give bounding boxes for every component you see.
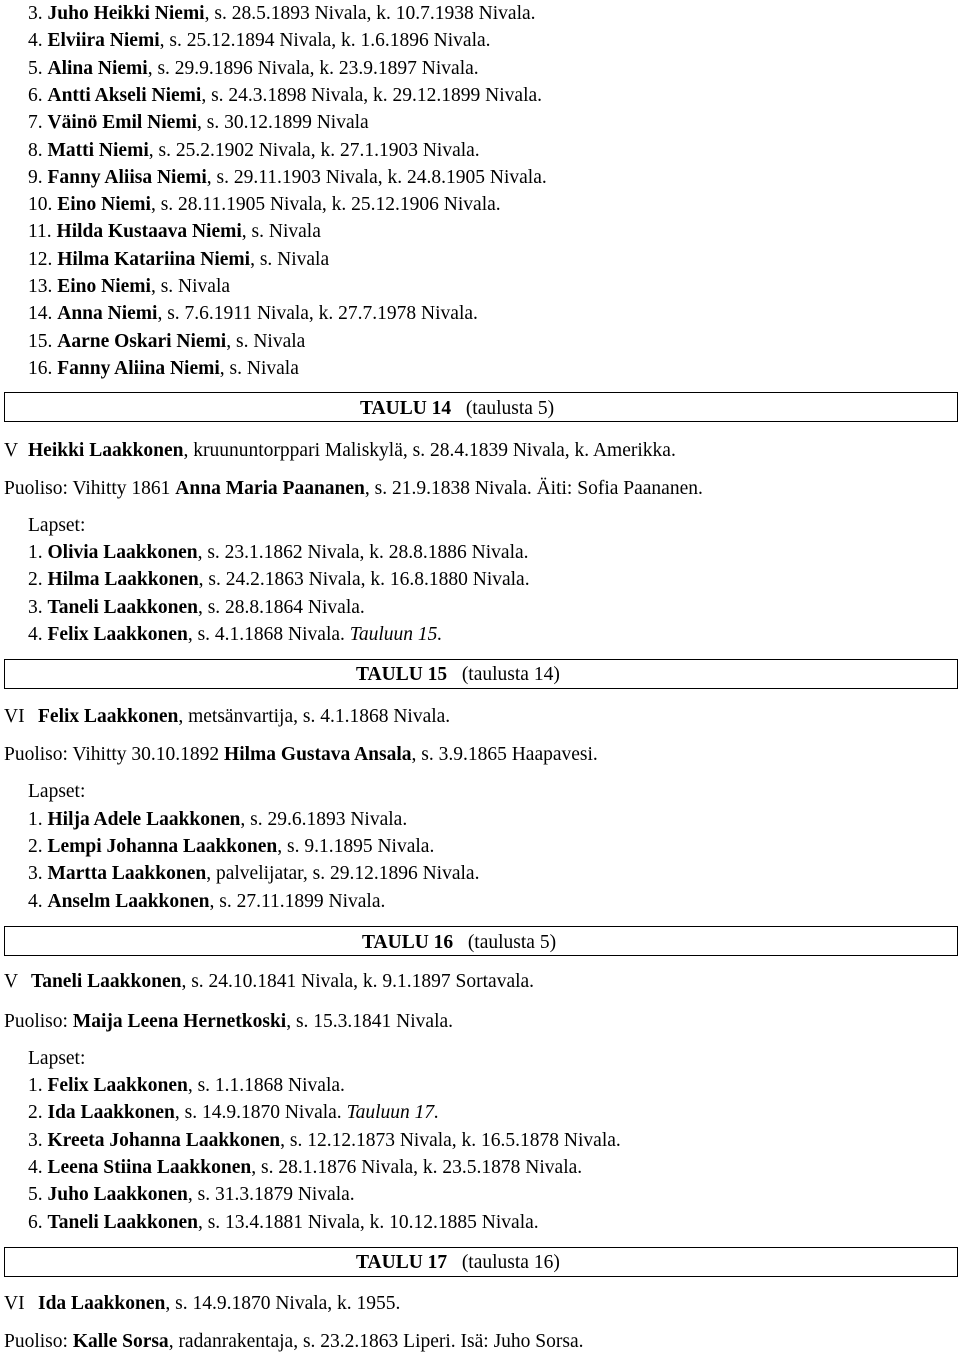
taulu-15-spouse: Puoliso: Vihitty 30.10.1892 Hilma Gustava Ansala, s. 3.9.1865 Haapavesi. (4, 744, 598, 765)
list-item: 3. Juho Heikki Niemi, s. 28.5.1893 Nivala, k. 10.7.1938 Nivala. (28, 3, 536, 24)
list-item: 4. Anselm Laakkonen, s. 27.11.1899 Nivala. (28, 891, 386, 912)
list-item: 7. Väinö Emil Niemi, s. 30.12.1899 Nivala (28, 112, 369, 133)
list-item: 4. Leena Stiina Laakkonen, s. 28.1.1876 Nivala, k. 23.5.1878 Nivala. (28, 1157, 583, 1178)
taulu-17-title: TAULU 17 (taulusta 16) (356, 1252, 560, 1273)
list-item: 4. Felix Laakkonen, s. 4.1.1868 Nivala. Tauluun 15. (28, 624, 443, 645)
taulu-17-person: VI Ida Laakkonen, s. 14.9.1870 Nivala, k. 1955. (4, 1293, 401, 1314)
list-item: 13. Eino Niemi, s. Nivala (28, 276, 231, 297)
taulu-14-lapset-label: Lapset: (28, 515, 86, 536)
list-item: 5. Juho Laakkonen, s. 31.3.1879 Nivala. (28, 1184, 355, 1205)
list-item: 12. Hilma Katariina Niemi, s. Nivala (28, 249, 330, 270)
taulu-15-title: TAULU 15 (taulusta 14) (356, 664, 560, 685)
list-item: 1. Olivia Laakkonen, s. 23.1.1862 Nivala, k. 28.8.1886 Nivala. (28, 542, 529, 563)
list-item: 2. Ida Laakkonen, s. 14.9.1870 Nivala. Tauluun 17. (28, 1102, 440, 1123)
list-item: 14. Anna Niemi, s. 7.6.1911 Nivala, k. 27.7.1978 Nivala. (28, 303, 478, 324)
list-item: 1. Felix Laakkonen, s. 1.1.1868 Nivala. (28, 1075, 345, 1096)
list-item: 6. Antti Akseli Niemi, s. 24.3.1898 Nivala, k. 29.12.1899 Nivala. (28, 85, 543, 106)
list-item: 11. Hilda Kustaava Niemi, s. Nivala (28, 221, 321, 242)
taulu-14-spouse: Puoliso: Vihitty 1861 Anna Maria Paananen, s. 21.9.1838 Nivala. Äiti: Sofia Paananen. (4, 478, 703, 499)
list-item: 5. Alina Niemi, s. 29.9.1896 Nivala, k. 23.9.1897 Nivala. (28, 58, 479, 79)
taulu-16-title: TAULU 16 (taulusta 5) (362, 932, 557, 953)
taulu-16-lapset-label: Lapset: (28, 1048, 86, 1069)
taulu-14-person: V Heikki Laakkonen, kruununtorppari Maliskylä, s. 28.4.1839 Nivala, k. Amerikka. (4, 440, 676, 461)
list-item: 2. Hilma Laakkonen, s. 24.2.1863 Nivala, k. 16.8.1880 Nivala. (28, 569, 530, 590)
taulu-14-title: TAULU 14 (taulusta 5) (360, 398, 555, 419)
list-item: 15. Aarne Oskari Niemi, s. Nivala (28, 331, 306, 352)
list-item: 10. Eino Niemi, s. 28.11.1905 Nivala, k. 25.12.1906 Nivala. (28, 194, 501, 215)
list-item: 16. Fanny Aliina Niemi, s. Nivala (28, 358, 299, 379)
list-item: 9. Fanny Aliisa Niemi, s. 29.11.1903 Nivala, k. 24.8.1905 Nivala. (28, 167, 547, 188)
list-item: 4. Elviira Niemi, s. 25.12.1894 Nivala, k. 1.6.1896 Nivala. (28, 30, 491, 51)
taulu-15-person: VI Felix Laakkonen, metsänvartija, s. 4.1.1868 Nivala. (4, 706, 451, 727)
list-item: 3. Martta Laakkonen, palvelijatar, s. 29.12.1896 Nivala. (28, 863, 480, 884)
list-item: 6. Taneli Laakkonen, s. 13.4.1881 Nivala, k. 10.12.1885 Nivala. (28, 1212, 539, 1233)
list-item: 3. Taneli Laakkonen, s. 28.8.1864 Nivala. (28, 597, 365, 618)
taulu-15-lapset-label: Lapset: (28, 781, 86, 802)
list-item: 8. Matti Niemi, s. 25.2.1902 Nivala, k. 27.1.1903 Nivala. (28, 140, 480, 161)
list-item: 1. Hilja Adele Laakkonen, s. 29.6.1893 Nivala. (28, 809, 408, 830)
list-item: 2. Lempi Johanna Laakkonen, s. 9.1.1895 Nivala. (28, 836, 435, 857)
taulu-17-spouse: Puoliso: Kalle Sorsa, radanrakentaja, s. 23.2.1863 Liperi. Isä: Juho Sorsa. (4, 1331, 584, 1352)
list-item: 3. Kreeta Johanna Laakkonen, s. 12.12.1873 Nivala, k. 16.5.1878 Nivala. (28, 1130, 621, 1151)
taulu-16-person: V Taneli Laakkonen, s. 24.10.1841 Nivala, k. 9.1.1897 Sortavala. (4, 971, 535, 992)
taulu-16-spouse: Puoliso: Maija Leena Hernetkoski, s. 15.3.1841 Nivala. (4, 1011, 454, 1032)
